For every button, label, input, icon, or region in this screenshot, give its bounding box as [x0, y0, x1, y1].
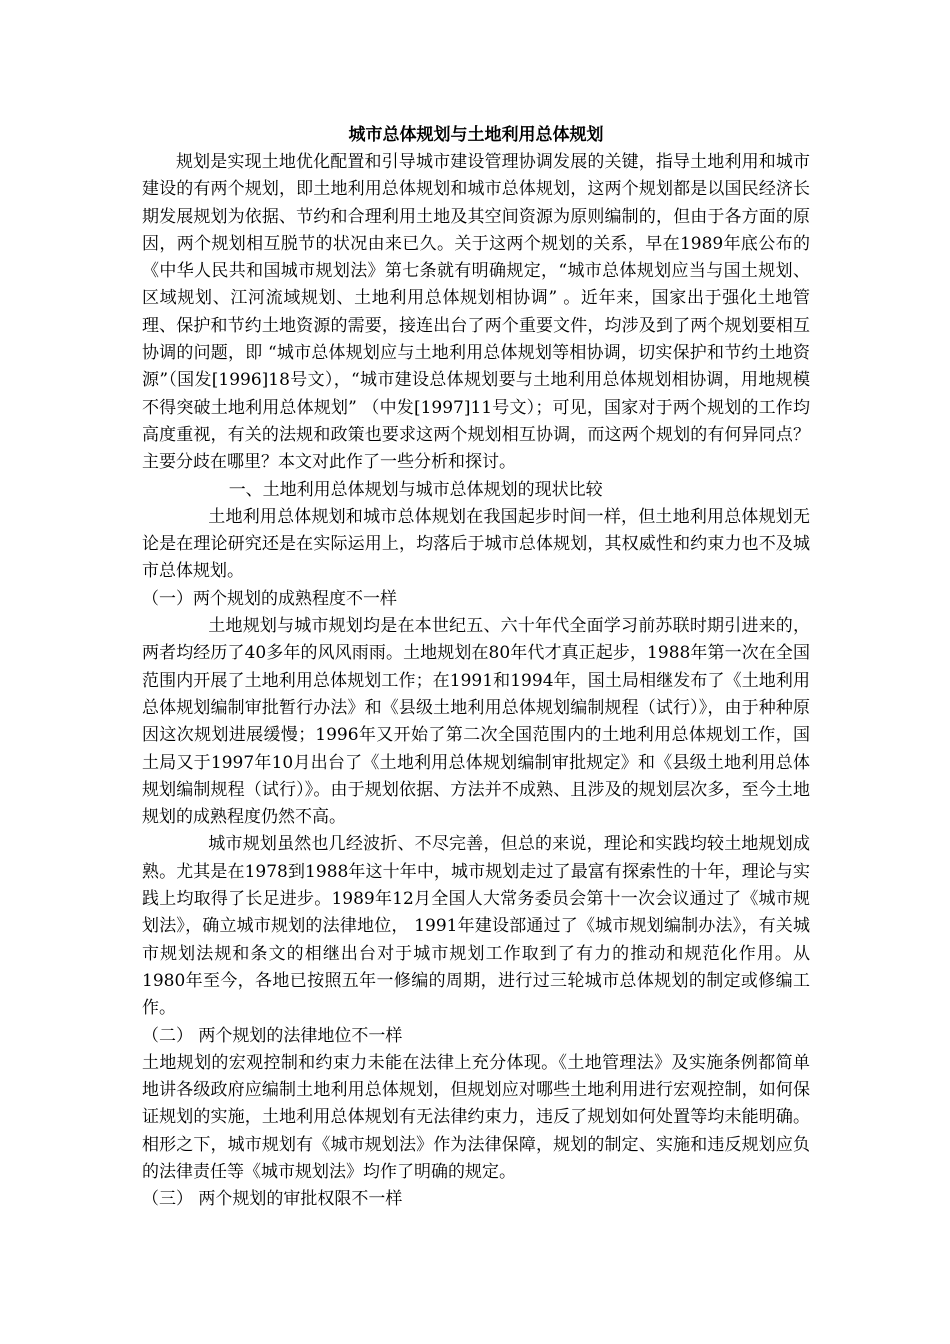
- subsection-2-paragraph: 土地规划的宏观控制和约束力未能在法律上充分体现。《土地管理法》及实施条例都简单地讲各级政府应编制土地利用总体规划，但规划应对哪些土地利用进行宏观控制，如何保证规划的实施，土地利用总体规划有无法律约束力，违反了规划如何处置等均未能明确。相形之下，城市规划有《城市规划法》作为法律保障，规划的制定、实施和违反规划应负的法律责任等《城市规划法》均作了明确的规定。: [142, 1052, 810, 1182]
- subsection-1-heading: （一）两个规划的成熟程度不一样: [142, 588, 397, 609]
- section-1-heading: 一、土地利用总体规划与城市总体规划的现状比较: [228, 479, 603, 500]
- document-title: 城市总体规划与土地利用总体规划: [348, 125, 604, 145]
- subsection-2-heading: （二） 两个规划的法律地位不一样: [142, 1025, 403, 1046]
- document-body: [142, 122, 810, 1214]
- section-1-paragraph: 土地利用总体规划和城市总体规划在我国起步时间一样，但土地利用总体规划无论是在理论研究还是在实际运用上，均落后于城市总体规划，其权威性和约束力也不及城市总体规划。: [142, 506, 810, 582]
- subsection-1-paragraph-2: 城市规划虽然也几经波折、不尽完善，但总的来说，理论和实践均较土地规划成熟。尤其是在1978到1988年这十年中，城市规划走过了最富有探索性的十年，理论与实践上均取得了长足进步。1989年12月全国人大常务委员会第十一次会议通过了《城市规划法》，确立城市规划的法律地位， 1991年建设部通过了《城市规划编制办法》，有关城市规划法规和条文的相继出台对于城市规划工作取到了有力的推动和规范化作用。从1980年至今，各地已按照五年一修编的周期，进行过三轮城市总体规划的制定或修编工作。: [142, 834, 810, 1019]
- subsection-1-paragraph-1: 土地规划与城市规划均是在本世纪五、六十年代全面学习前苏联时期引进来的，两者均经历了40多年的风风雨雨。土地规划在80年代才真正起步，1988年第一次在全国范围内开展了土地利用总体规划工作；在1991和1994年，国土局相继发布了《土地利用总体规划编制审批暂行办法》和《县级土地利用总体规划编制规程（试行）》，由于种种原因这次规划进展缓慢；1996年又开始了第二次全国范围内的土地利用总体规划工作，国土局又于1997年10月出台了《土地利用总体规划编制审批规定》和《县级土地利用总体规划编制规程（试行）》。由于规划依据、方法并不成熟、且涉及的规划层次多，至今土地规划的成熟程度仍然不高。: [142, 616, 810, 828]
- intro-paragraph: 规划是实现土地优化配置和引导城市建设管理协调发展的关键，指导土地利用和城市建设的有两个规划，即土地利用总体规划和城市总体规划，这两个规划都是以国民经济长期发展规划为依据、节约和合理利用土地及其空间资源为原则编制的，但由于各方面的原因，两个规划相互脱节的状况由来已久。关于这两个规划的关系，早在1989年底公布的《中华人民共和国城市规划法》第七条就有明确规定，“城市总体规划应当与国土规划、区域规划、江河流域规划、土地利用总体规划相协调” 。近年来，国家出于强化土地管理、保护和节约土地资源的需要，接连出台了两个重要文件，均涉及到了两个规划要相互协调的问题，即 “城市总体规划应与土地利用总体规划等相协调，切实保护和节约土地资源”（国发[1996]18号文），“城市建设总体规划要与土地利用总体规划相协调，用地规模不得突破土地利用总体规划” （中发[1997]11号文）；可见，国家对于两个规划的工作均高度重视，有关的法规和政策也要求这两个规划相互协调，而这两个规划的有何异同点？主要分歧在哪里？本文对此作了一些分析和探讨。: [142, 152, 810, 473]
- subsection-3-heading: （三） 两个规划的审批权限不一样: [142, 1189, 403, 1210]
